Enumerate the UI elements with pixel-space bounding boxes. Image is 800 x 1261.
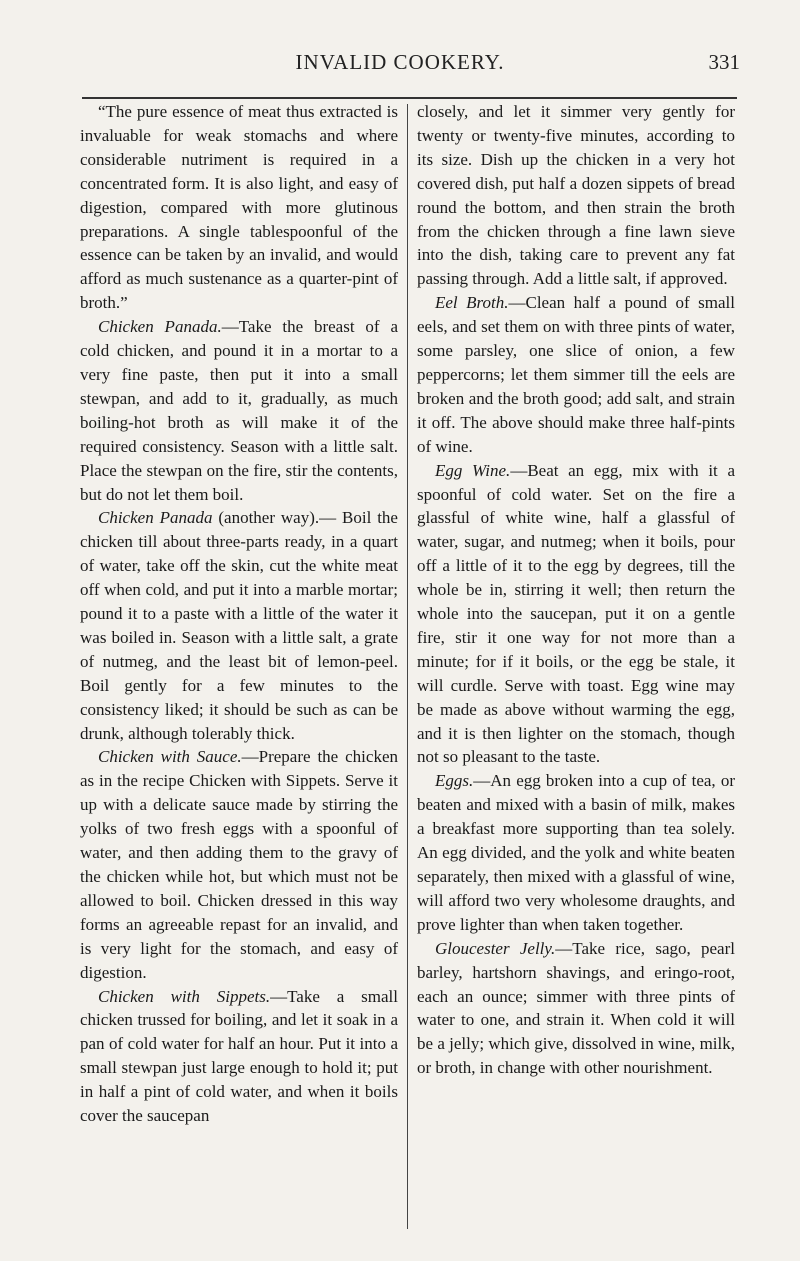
paragraph [80, 985, 398, 1128]
left-column [80, 100, 398, 1128]
header-rule [82, 97, 737, 99]
paragraph [417, 937, 735, 1080]
recipe-heading: Chicken with Sauce. [98, 747, 242, 767]
paragraph [417, 291, 735, 458]
paragraph-text: —Prepare the chicken as in the recipe Chicken with Sippets. Serve it up with a delicate sauce made by stirring the yolks of two fresh eggs with a spoonful of water, and then adding them to the gravy of the chicken while hot, but which must not be allowed to boil. Chicken dressed in this way forms an agreeable repast for an invalid, and is very light for the stomach, and easy of digestion. [80, 747, 398, 982]
paragraph-text: (another way).— Boil the chicken till about three-parts ready, in a quart of water, take off the skin, cut the white meat off when cold, and put it into a marble mortar; pound it to a paste with a little of the water it was boiled in. Season with a little salt, a grate of nutmeg, and the least bit of lemon-peel. Boil gently for a few minutes to the consistency liked; it should be such as can be drunk, although tolerably thick. [80, 508, 398, 743]
recipe-heading: Chicken with Sippets. [98, 986, 271, 1006]
recipe-heading: Chicken Panada [98, 508, 213, 528]
paragraph [80, 745, 398, 984]
paragraph-text: “The pure essence of meat thus extracted is invaluable for weak stomachs and where considerable nutriment is required in a concentrated form. It is also light, and easy of digestion, compared with more glutinous preparations. A single tablespoonful of the essence can be taken by an invalid, and would afford as much sustenance as a quarter-pint of broth.” [80, 102, 398, 313]
column-divider [407, 104, 408, 1229]
paragraph-text: —Clean half a pound of small eels, and set them on with three pints of water, some parsley, one slice of onion, a few peppercorns; let them simmer till the eels are broken and the broth good; add salt, and strain it off. The above should make three half-pints of wine. [417, 293, 735, 456]
paragraph [417, 459, 735, 770]
running-title: INVALID COOKERY. [295, 50, 505, 74]
page-header [0, 50, 800, 90]
paragraph [417, 100, 735, 291]
paragraph-text: —Take a small chicken trussed for boiling, and let it soak in a pan of cold water for half an hour. Put it into a small stewpan just large enough to hold it; put in half a pint of cold water, and when it boils cover the saucepan [80, 986, 398, 1126]
recipe-heading: Egg Wine. [435, 460, 511, 480]
paragraph [80, 506, 398, 745]
paragraph [80, 100, 398, 315]
right-column [417, 100, 735, 1080]
recipe-heading: Chicken Panada. [98, 317, 222, 337]
paragraph-text: —Beat an egg, mix with it a spoonful of cold water. Set on the fire a glassful of white wine, half a glassful of water, sugar, and nutmeg; when it boils, pour off a little of it to the egg by degrees, till the whole be in, stirring it well; then return the whole into the saucepan, put it on a gentle fire, stir it one way for not more than a minute; for if it boils, or the egg be stale, it will curdle. Serve with toast. Egg wine may be made as above without warming the egg, and it is then lighter on the stomach, though not so pleasant to the taste. [417, 460, 735, 767]
paragraph [417, 769, 735, 936]
paragraph-text: —An egg broken into a cup of tea, or beaten and mixed with a basin of milk, makes a breakfast more supporting than tea solely. An egg divided, and the yolk and white beaten separately, then mixed with a glassful of wine, will afford two very wholesome draughts, and prove lighter than when taken together. [417, 771, 735, 934]
paragraph-text: —Take rice, sago, pearl barley, hartshorn shavings, and eringo-root, each an ounce; simmer with three pints of water to one, and strain it. When cold it will be a jelly; which give, dissolved in wine, milk, or broth, in change with other nourishment. [417, 938, 735, 1078]
paragraph-text: —Take the breast of a cold chicken, and pound it in a mortar to a very fine paste, then put it into a small stewpan, and add to it, gradually, as much boiling-hot broth as will make it of the required consistency. Season with a little salt. Place the stewpan on the fire, stir the contents, but do not let them boil. [80, 317, 398, 504]
paragraph [80, 315, 398, 506]
paragraph-text: closely, and let it simmer very gently for twenty or twenty-five minutes, according to its size. Dish up the chicken in a very hot covered dish, put half a dozen sippets of bread round the bottom, and then strain the broth from the chicken through a fine lawn sieve into the dish, taking care to prevent any fat passing through. Add a little salt, if approved. [417, 102, 735, 289]
recipe-heading: Eggs. [435, 771, 474, 791]
recipe-heading: Eel Broth. [435, 293, 509, 313]
page-number: 331 [708, 50, 740, 74]
recipe-heading: Gloucester Jelly. [435, 938, 556, 958]
